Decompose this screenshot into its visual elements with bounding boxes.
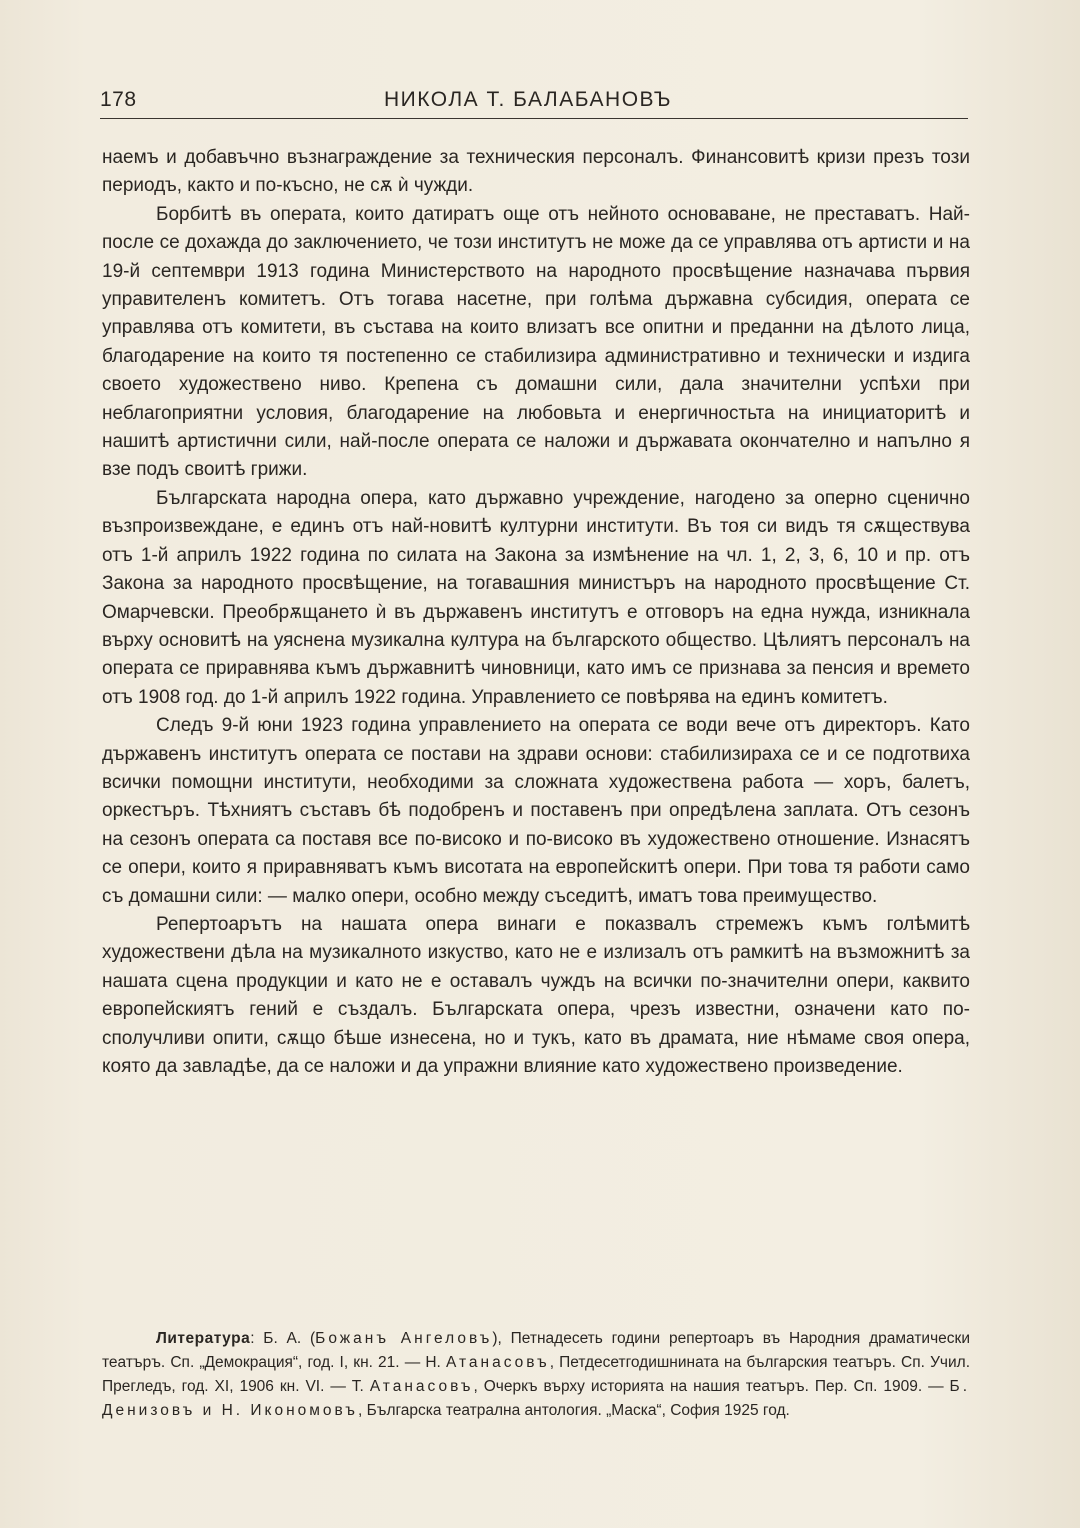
page-number: 178 xyxy=(100,88,137,111)
paragraph: Борбитѣ въ операта, които датиратъ още отъ нейното основаване, не преставатъ. Най-после се дохажда до заключението, че този институтъ не може да се управлява отъ артисти и на 19-й септември 1913 година Министерството на народното просвѣщение назначава първия управителенъ комитетъ. Отъ тогава насетне, при голѣма държавна субсидия, операта се управлява отъ комитети, въ състава на които влизатъ все опитни и преданни на дѣлото лица, благодарение на които тя постепенно се стабилизира административно и технически и издига своето художествено ниво. Крепена съ домашни сили, дала значителни успѣхи при неблагоприятни условия, благодарение на любовьта и енергичностьта на инициаторитѣ и нашитѣ артистични сили, най-после операта се наложи и държавата окончателно и напълно я взе подъ своитѣ грижи. xyxy=(102,203,970,481)
body-text xyxy=(102,144,970,1081)
paragraph: Българската народна опера, като държавно учреждение, нагодено за оперно сценично възпроизвеждане, е единъ отъ най-новитѣ културни институти. Въ тоя си видъ тя сѫществува отъ 1-й априлъ 1922 година по силата на Закона за измѣнение на чл. 1, 2, 3, 6, 10 и пр. отъ Закона за народното просвѣщение, на тогавашния министъръ на народното просвѣщение Ст. Омарчевски. Преобрѫщането ѝ въ държавенъ институтъ е отговоръ на една нужда, изникнала върху основитѣ на уяснена музикална култура на българското общество. Цѣлиятъ персоналъ на операта се приравнява къмъ държавнитѣ чиновници, като имъ се признава за пенсия и времето отъ 1908 год. до 1-й априлъ 1922 година. Управлението се повѣрява на единъ комитетъ. xyxy=(102,487,970,708)
literature-author: Атанасовъ xyxy=(446,1354,550,1371)
page-header xyxy=(100,84,968,119)
paragraph: наемъ и добавъчно възнаграждение за техническия персоналъ. Финансовитѣ кризи презъ този периодъ, както и по-късно, не сѫ ѝ чужди. xyxy=(102,147,970,197)
literature-text: ), Петнадесеть години репертоаръ въ Народния драматически театъръ. Сп. „Демокрация“, год. I, кн. 21. — Н. xyxy=(102,1330,970,1371)
literature-author: Б. Денизовъ и Н. Икономовъ xyxy=(102,1378,970,1419)
running-title: НИКОЛА Т. БАЛАБАНОВЪ xyxy=(384,88,672,111)
literature-text: : Б. А. ( xyxy=(250,1330,316,1347)
literature-text: , Българска театрална антология. „Маска“, София 1925 год. xyxy=(357,1402,790,1419)
literature-author: Атанасовъ xyxy=(369,1378,474,1395)
literature-text: , Петдесетгодишнината на българския театъръ. Сп. Учил. Прегледъ, год. XI, 1906 кн. VI. — Т. xyxy=(102,1354,971,1395)
paragraph: Репертоарътъ на нашата опера винаги е показвалъ стремежъ къмъ голѣмитѣ художествени дѣла на музикалното изкуство, като не е излизалъ отъ рамкитѣ на възможнитѣ за нашата сцена продукции и като не е оставалъ чуждъ на всички по-значителни опери, каквито европейскиятъ гений е създалъ. Българската опера, чрезъ известни, означени като по-сполучливи опити, сѫщо бѣше изнесена, но и тукъ, като въ драмата, ние нѣмаме своя опера, която да завладѣе, да се наложи и да упражни влияние като художествено произведение. xyxy=(102,913,970,1077)
literature-text: , Очеркъ върху историята на нашия театъръ. Пер. Сп. 1909. — xyxy=(473,1378,950,1395)
paragraph: Следъ 9-й юни 1923 година управлението на операта се води вече отъ директоръ. Като държавенъ институтъ операта се постави на здрави основи: стабилизираха се и се подготвиха всички помощни институти, необходими за сложната художествена работа — хоръ, балетъ, оркестъръ. Тѣхниятъ съставъ бѣ подобренъ и поставенъ при опредѣлена заплата. Отъ сезонъ на сезонъ операта са поставя все по-високо и по-високо въ художествено отношение. Изнасятъ се опери, които я приравняватъ къмъ висотата на европейскитѣ опери. При това тя работи само съ домашни сили: — малко опери, особно между съседитѣ, иматъ това преимущество. xyxy=(102,715,970,907)
literature-author: Божанъ Ангеловъ xyxy=(315,1330,493,1347)
literature-label: Литература xyxy=(156,1330,251,1347)
literature-references xyxy=(102,1327,970,1423)
